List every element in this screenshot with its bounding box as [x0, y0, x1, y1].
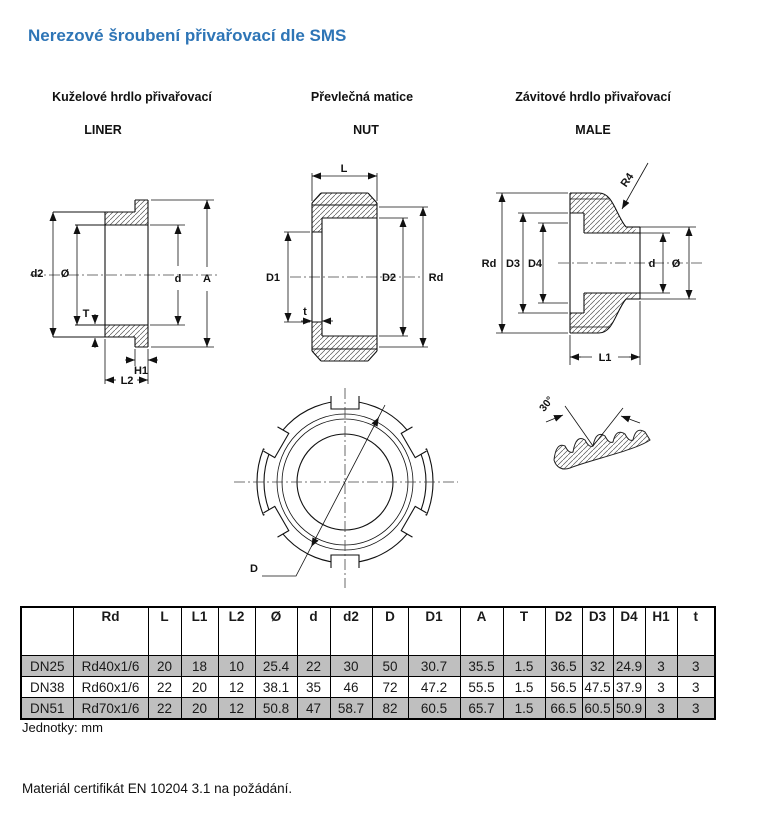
table-header-cell: Rd [73, 607, 148, 656]
dim-label-a: A [203, 273, 211, 285]
table-header-cell: L2 [218, 607, 255, 656]
table-cell: 46 [330, 677, 372, 698]
dim-label-t: T [82, 308, 90, 320]
table-cell: 1.5 [503, 698, 545, 720]
table-header-cell: L [148, 607, 181, 656]
table-cell: 30.7 [408, 656, 460, 677]
table-header-cell: t [677, 607, 715, 656]
table-header-cell: D [372, 607, 408, 656]
table-cell: DN25 [21, 656, 73, 677]
dim-label-d: d [648, 258, 656, 270]
dim-label-rd: Rd [428, 272, 444, 284]
table-cell: 47 [297, 698, 330, 720]
dim-label-l2: L2 [120, 375, 134, 387]
table-cell: 20 [181, 698, 218, 720]
section-code-male: MALE [575, 123, 611, 137]
table-row [21, 698, 715, 720]
dimension-table [20, 606, 716, 720]
section-heading-nut: Převlečná matice [310, 90, 414, 104]
table-header-cell: L1 [181, 607, 218, 656]
table-cell: 47.2 [408, 677, 460, 698]
dim-label-dia: Ø [671, 258, 681, 270]
table-cell: 50.9 [613, 698, 645, 720]
table-header-cell: D3 [582, 607, 613, 656]
table-cell: 20 [181, 677, 218, 698]
table-header-cell [21, 607, 73, 656]
table-cell: 50 [372, 656, 408, 677]
table-header-cell: T [503, 607, 545, 656]
material-note: Materiál certifikát EN 10204 3.1 na požádání. [22, 781, 293, 796]
table-header-cell: Ø [255, 607, 297, 656]
dim-label-l: L [340, 163, 348, 175]
dim-label-d2: D2 [381, 272, 397, 284]
table-cell: 3 [645, 656, 677, 677]
table-cell: 10 [218, 656, 255, 677]
table-cell: 38.1 [255, 677, 297, 698]
table-cell: 30 [330, 656, 372, 677]
table-header-cell: D2 [545, 607, 582, 656]
table-cell: 66.5 [545, 698, 582, 720]
table-cell: 35.5 [460, 656, 503, 677]
dim-label-r4: R4 [618, 171, 637, 190]
table-row [21, 656, 715, 677]
table-cell: 22 [297, 656, 330, 677]
table-cell: 55.5 [460, 677, 503, 698]
table-cell: 47.5 [582, 677, 613, 698]
table-cell: 18 [181, 656, 218, 677]
table-cell: 12 [218, 677, 255, 698]
section-code-nut: NUT [353, 123, 379, 137]
table-cell: Rd70x1/6 [73, 698, 148, 720]
table-header-cell: H1 [645, 607, 677, 656]
dim-label-angle: 30° [537, 394, 557, 415]
table-cell: 1.5 [503, 677, 545, 698]
table-cell: 22 [148, 698, 181, 720]
dim-label-d4: D4 [527, 258, 543, 270]
table-cell: 35 [297, 677, 330, 698]
table-cell: 1.5 [503, 656, 545, 677]
dim-label-d2: d2 [30, 268, 44, 280]
drawing-male-section [480, 160, 744, 390]
table-cell: 58.7 [330, 698, 372, 720]
table-cell: 50.8 [255, 698, 297, 720]
drawing-nut-section [260, 160, 480, 390]
table-cell: 3 [677, 677, 715, 698]
units-note: Jednotky: mm [22, 720, 103, 735]
drawing-liner-section [20, 160, 240, 400]
dim-label-d1: D1 [265, 272, 281, 284]
drawing-nut-front [230, 388, 470, 593]
table-body [21, 656, 715, 720]
table-cell: Rd60x1/6 [73, 677, 148, 698]
section-heading-male: Závitové hrdlo přivařovací [515, 90, 671, 104]
table-header-cell: d2 [330, 607, 372, 656]
dim-label-rd: Rd [481, 258, 497, 270]
table-cell: 32 [582, 656, 613, 677]
table-cell: 3 [645, 677, 677, 698]
dim-label-d3: D3 [505, 258, 521, 270]
table-cell: 37.9 [613, 677, 645, 698]
page-title: Nerezové šroubení přivařovací dle SMS [28, 26, 347, 45]
dim-label-dia: Ø [60, 268, 70, 280]
table-cell: 3 [677, 656, 715, 677]
table-cell: 3 [645, 698, 677, 720]
dim-label-h1: H1 [133, 365, 149, 377]
table-header-cell: D4 [613, 607, 645, 656]
table-cell: 82 [372, 698, 408, 720]
table-cell: 20 [148, 656, 181, 677]
table-cell: 22 [148, 677, 181, 698]
table-cell: 65.7 [460, 698, 503, 720]
table-header-cell: D1 [408, 607, 460, 656]
table-cell: 25.4 [255, 656, 297, 677]
dim-label-l1: L1 [598, 352, 612, 364]
table-cell: 36.5 [545, 656, 582, 677]
table-cell: 60.5 [582, 698, 613, 720]
table-cell: Rd40x1/6 [73, 656, 148, 677]
table-header-cell: A [460, 607, 503, 656]
table-header-cell: d [297, 607, 330, 656]
table-cell: 3 [677, 698, 715, 720]
table-cell: 72 [372, 677, 408, 698]
section-code-liner: LINER [84, 123, 122, 137]
table-cell: 56.5 [545, 677, 582, 698]
table-header-row [21, 607, 715, 656]
section-heading-liner: Kuželové hrdlo přivařovací [52, 90, 212, 104]
drawing-thread-detail [518, 390, 663, 475]
table-cell: DN38 [21, 677, 73, 698]
table-cell: 60.5 [408, 698, 460, 720]
dim-label-d: d [174, 273, 182, 285]
table-cell: 12 [218, 698, 255, 720]
table-row [21, 677, 715, 698]
table-cell: DN51 [21, 698, 73, 720]
table-head [21, 607, 715, 656]
dim-label-d: D [250, 563, 258, 575]
table-cell: 24.9 [613, 656, 645, 677]
dim-label-t: t [303, 306, 307, 318]
